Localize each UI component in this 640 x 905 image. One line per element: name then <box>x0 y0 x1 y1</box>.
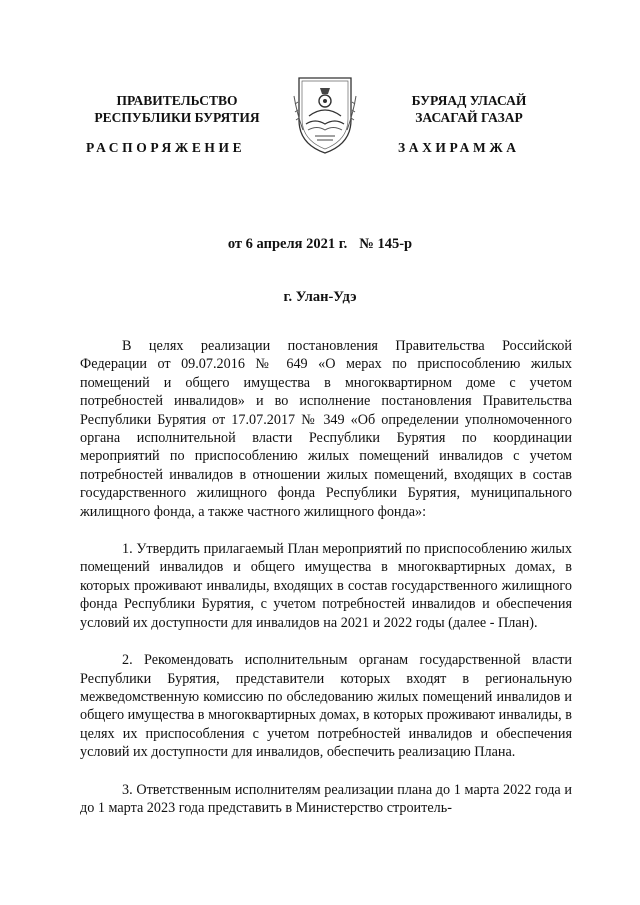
issuer-ru-line2: РЕСПУБЛИКИ БУРЯТИЯ <box>94 110 260 125</box>
issuer-bua-line2: ЗАСАГАЙ ГАЗАР <box>415 110 523 125</box>
doc-type-ru: РАСПОРЯЖЕНИЕ <box>86 140 246 155</box>
doc-number: № 145-р <box>359 236 413 252</box>
date-number-line <box>0 236 640 253</box>
body-paragraph-1: 1. Утвердить прилагаемый План мероприятий по приспособлению жилых помещений инвалидов и общего имущества в многоквартирных домах, в которых проживают инвалиды, входящих в состав государственного жилищного фонда Республики Бурятия, с учетом потребностей инвалидов и обеспечения условий их доступности для инвалидов на 2021 и 2022 годы (далее - План). <box>80 541 572 631</box>
doc-date: от 6 апреля 2021 г. <box>227 236 348 252</box>
issuer-bua <box>384 92 554 126</box>
coat-of-arms-icon <box>293 74 357 156</box>
body-paragraph-3: 3. Ответственным исполнителям реализации плана до 1 марта 2022 года и до 1 марта 2023 года представить в Министерство строитель- <box>80 781 572 816</box>
doc-city: г. Улан-Удэ <box>283 289 357 305</box>
document-body <box>80 337 572 836</box>
issuer-ru-line1: ПРАВИТЕЛЬСТВО <box>116 93 238 108</box>
issuer-bua-line1: БУРЯАД УЛАСАЙ <box>411 93 527 108</box>
doc-type-bua: ЗАХИРАМЖА <box>398 140 520 155</box>
body-paragraph-2: 2. Рекомендовать исполнительным органам государственной власти Республики Бурятия, представители которых входят в региональную межведомственную комиссию по обследованию жилых помещений инвалидов и общего имущества в многоквартирных домах, в которых проживают инвалиды, в целях их приспособления с учетом потребностей инвалидов и обеспечения условий их доступности для инвалидов, обеспечить реализацию Плана. <box>80 652 572 761</box>
body-paragraph-preamble: В целях реализации постановления Правительства Российской Федерации от 09.07.2016 № 649 «О мерах по приспособлению жилых помещений и общего имущества в многоквартирном доме с учетом потребностей инвалидов» и во исполнение постановления Правительства Республики Бурятия от 17.07.2017 № 349 «Об определении уполномоченного органа исполнительной власти Республики Бурятия по координации мероприятий по приспособлению жилых помещений инвалидов с учетом потребностей инвалидов в отношении жилых помещений, входящих в состав государственного жилищного фонда Республики Бурятия, муниципального жилищного фонда, а также частного жилищного фонда»: <box>80 338 572 520</box>
issuer-ru <box>88 92 266 126</box>
